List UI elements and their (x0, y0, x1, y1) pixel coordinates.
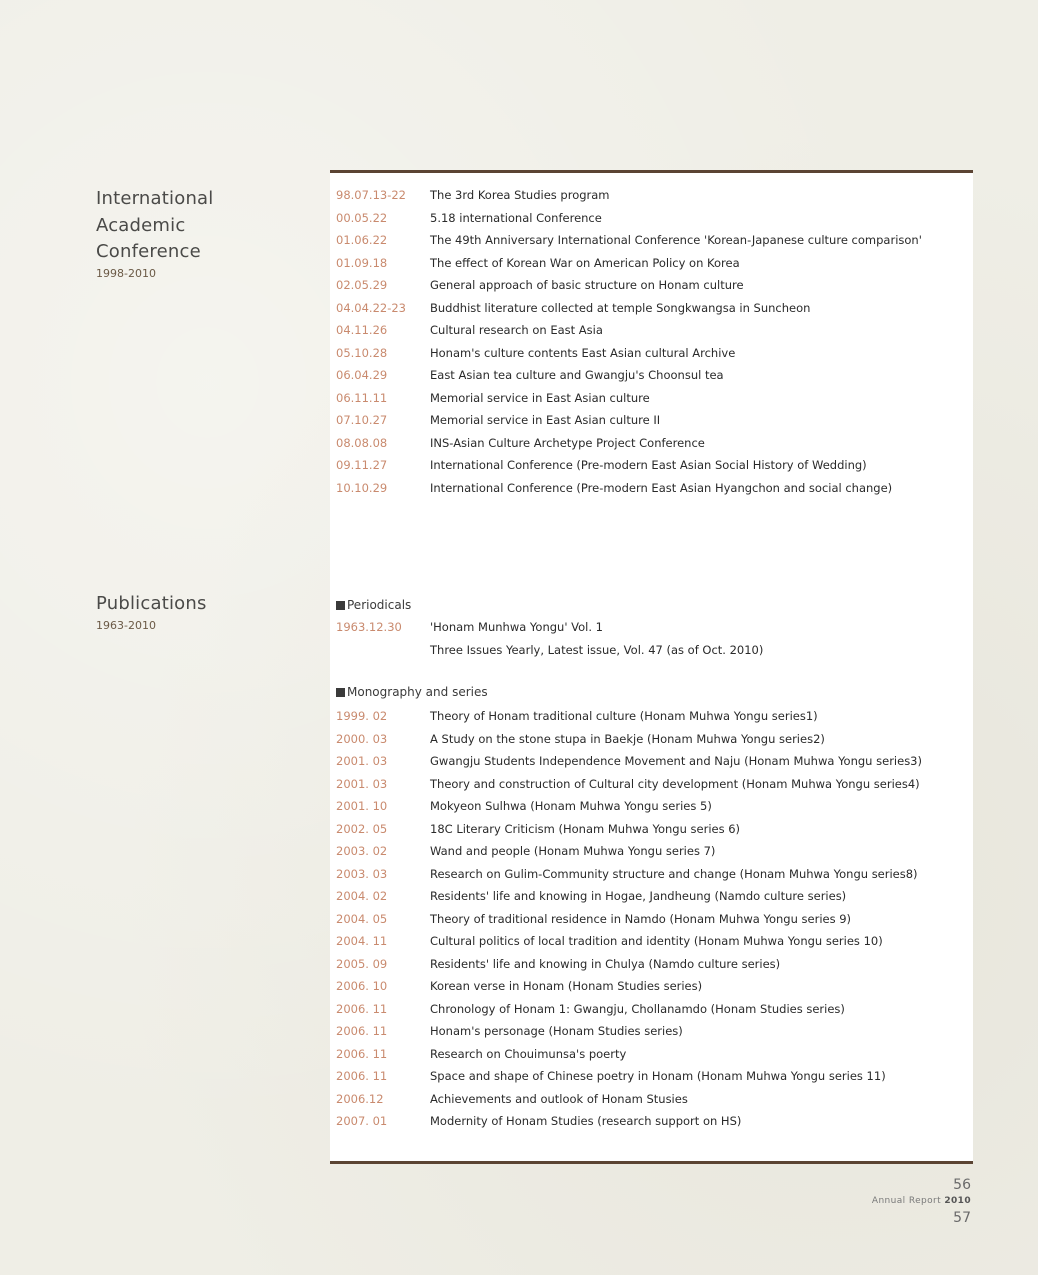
list-item (330, 908, 973, 931)
list-item (330, 953, 973, 976)
conference-heading (96, 186, 213, 280)
list-item (330, 454, 973, 477)
list-item (330, 616, 973, 639)
item-text: Three Issues Yearly, Latest issue, Vol. 47 (as of Oct. 2010) (430, 642, 764, 657)
item-text: Korean verse in Honam (Honam Studies series) (430, 979, 703, 993)
list-item (330, 364, 973, 387)
item-date: 2002. 05 (336, 821, 388, 836)
publications-years: 1963-2010 (96, 618, 156, 632)
list-item (330, 818, 973, 841)
list-item (330, 975, 973, 998)
item-text: 'Honam Munhwa Yongu' Vol. 1 (430, 620, 603, 634)
item-date: 2006. 11 (336, 1001, 388, 1016)
item-date: 1999. 02 (336, 709, 388, 723)
item-date: 2004. 02 (336, 889, 388, 903)
item-date: 10.10.29 (336, 480, 388, 495)
item-date: 07.10.27 (336, 413, 388, 427)
item-text: 18C Literary Criticism (Honam Muhwa Yongu series 6) (430, 821, 741, 836)
list-item (330, 1020, 973, 1043)
item-date: 04.11.26 (336, 323, 388, 337)
list-item (330, 998, 973, 1021)
item-date: 2003. 02 (336, 844, 388, 858)
list-item (330, 863, 973, 886)
list-item (330, 477, 973, 500)
list-item (330, 728, 973, 751)
monography-heading (336, 685, 488, 699)
item-text: Chronology of Honam 1: Gwangju, Chollanamdo (Honam Studies series) (430, 1001, 845, 1016)
list-item (330, 750, 973, 773)
item-date: 2004. 11 (336, 934, 388, 948)
publications-heading (96, 591, 207, 632)
item-date: 2003. 03 (336, 866, 388, 881)
item-text: Modernity of Honam Studies (research support on HS) (430, 1114, 742, 1128)
report-label-text: Annual Report (871, 1196, 942, 1206)
item-date: 2006. 10 (336, 979, 388, 993)
item-date: 2004. 05 (336, 911, 388, 926)
list-item (330, 252, 973, 275)
item-text: Wand and people (Honam Muhwa Yongu series 7) (430, 844, 716, 858)
list-item (330, 1065, 973, 1088)
item-date: 2006. 11 (336, 1046, 388, 1061)
publications-title: Publications (96, 593, 207, 614)
list-item (330, 387, 973, 410)
item-date: 02.05.29 (336, 278, 388, 292)
conference-title-line-3: Conference (96, 241, 201, 262)
periodicals-heading (336, 598, 411, 612)
monography-list (330, 705, 973, 1133)
item-text: Honam's culture contents East Asian cultural Archive (430, 345, 736, 360)
item-text: Memorial service in East Asian culture (430, 390, 650, 405)
item-text: The 3rd Korea Studies program (430, 188, 610, 202)
item-date: 98.07.13-22 (336, 188, 406, 202)
conference-title-line-2: Academic (96, 214, 186, 236)
item-date: 05.10.28 (336, 345, 388, 360)
list-item (330, 1043, 973, 1066)
report-year: 2010 (944, 1196, 971, 1206)
list-item (330, 1110, 973, 1133)
periodicals-list (330, 616, 973, 661)
item-text: Research on Gulim-Community structure and change (Honam Muhwa Yongu series8) (430, 866, 918, 881)
item-text: A Study on the stone stupa in Baekje (Honam Muhwa Yongu series2) (430, 731, 825, 746)
item-date: 2001. 10 (336, 799, 388, 813)
item-date: 09.11.27 (336, 458, 388, 472)
item-text: Theory of Honam traditional culture (Honam Muhwa Yongu series1) (430, 709, 818, 723)
list-item (330, 639, 973, 662)
item-date: 01.09.18 (336, 255, 388, 270)
report-label (872, 1196, 971, 1206)
conference-title-line-1: International (96, 188, 214, 209)
list-item (330, 342, 973, 365)
item-text: Space and shape of Chinese poetry in Honam (Honam Muhwa Yongu series 11) (430, 1069, 886, 1083)
item-date: 2006. 11 (336, 1069, 388, 1083)
item-text: INS-Asian Culture Archetype Project Conference (430, 435, 705, 450)
list-item (330, 184, 973, 207)
item-date: 2001. 03 (336, 754, 388, 768)
periodicals-heading-label: Periodicals (347, 598, 412, 612)
list-item (330, 207, 973, 230)
item-text: Gwangju Students Independence Movement and Naju (Honam Muhwa Yongu series3) (430, 754, 922, 768)
item-text: The 49th Anniversary International Conference 'Korean-Japanese culture comparison' (430, 233, 922, 247)
item-date: 00.05.22 (336, 210, 388, 225)
item-date: 1963.12.30 (336, 620, 402, 634)
page-number-left: 56 (953, 1177, 971, 1193)
list-item (330, 840, 973, 863)
square-bullet-icon (336, 601, 345, 610)
list-item (330, 795, 973, 818)
list-item (330, 274, 973, 297)
list-item (330, 930, 973, 953)
item-date: 2000. 03 (336, 731, 388, 746)
list-item (330, 885, 973, 908)
item-date: 04.04.22-23 (336, 300, 406, 315)
monography-heading-label: Monography and series (347, 685, 488, 699)
list-item (330, 705, 973, 728)
item-date: 01.06.22 (336, 233, 388, 247)
item-date: 08.08.08 (336, 435, 388, 450)
item-date: 2005. 09 (336, 956, 388, 971)
item-date: 2007. 01 (336, 1114, 388, 1128)
content-panel (330, 170, 973, 1164)
item-text: General approach of basic structure on Honam culture (430, 278, 744, 292)
item-date: 2001. 03 (336, 776, 388, 791)
item-text: Cultural research on East Asia (430, 323, 603, 337)
list-item (330, 229, 973, 252)
item-text: Mokyeon Sulhwa (Honam Muhwa Yongu series 5) (430, 799, 712, 813)
page-number-right: 57 (953, 1210, 971, 1226)
square-bullet-icon (336, 688, 345, 697)
item-text: Research on Chouimunsa's poerty (430, 1046, 627, 1061)
item-text: Memorial service in East Asian culture II (430, 413, 661, 427)
list-item (330, 773, 973, 796)
list-item (330, 297, 973, 320)
item-date: 2006.12 (336, 1091, 384, 1106)
conference-years: 1998-2010 (96, 266, 156, 280)
item-text: Residents' life and knowing in Hogae, Jandheung (Namdo culture series) (430, 889, 847, 903)
item-date: 06.04.29 (336, 368, 388, 382)
list-item (330, 1088, 973, 1111)
list-item (330, 432, 973, 455)
list-item (330, 319, 973, 342)
conference-list (330, 184, 973, 499)
item-text: Honam's personage (Honam Studies series) (430, 1024, 683, 1038)
item-text: 5.18 international Conference (430, 210, 602, 225)
item-text: Cultural politics of local tradition and identity (Honam Muhwa Yongu series 10) (430, 934, 883, 948)
item-text: Buddhist literature collected at temple Songkwangsa in Suncheon (430, 300, 811, 315)
item-date: 06.11.11 (336, 390, 388, 405)
item-text: East Asian tea culture and Gwangju's Choonsul tea (430, 368, 724, 382)
item-text: International Conference (Pre-modern East Asian Hyangchon and social change) (430, 480, 893, 495)
item-text: Theory of traditional residence in Namdo (Honam Muhwa Yongu series 9) (430, 911, 852, 926)
item-text: Achievements and outlook of Honam Stusies (430, 1091, 688, 1106)
item-text: Residents' life and knowing in Chulya (Namdo culture series) (430, 956, 781, 971)
item-text: Theory and construction of Cultural city development (Honam Muhwa Yongu series4) (430, 776, 920, 791)
item-date: 2006. 11 (336, 1024, 388, 1038)
item-text: The effect of Korean War on American Policy on Korea (430, 255, 740, 270)
list-item (330, 409, 973, 432)
item-text: International Conference (Pre-modern East Asian Social History of Wedding) (430, 458, 867, 472)
